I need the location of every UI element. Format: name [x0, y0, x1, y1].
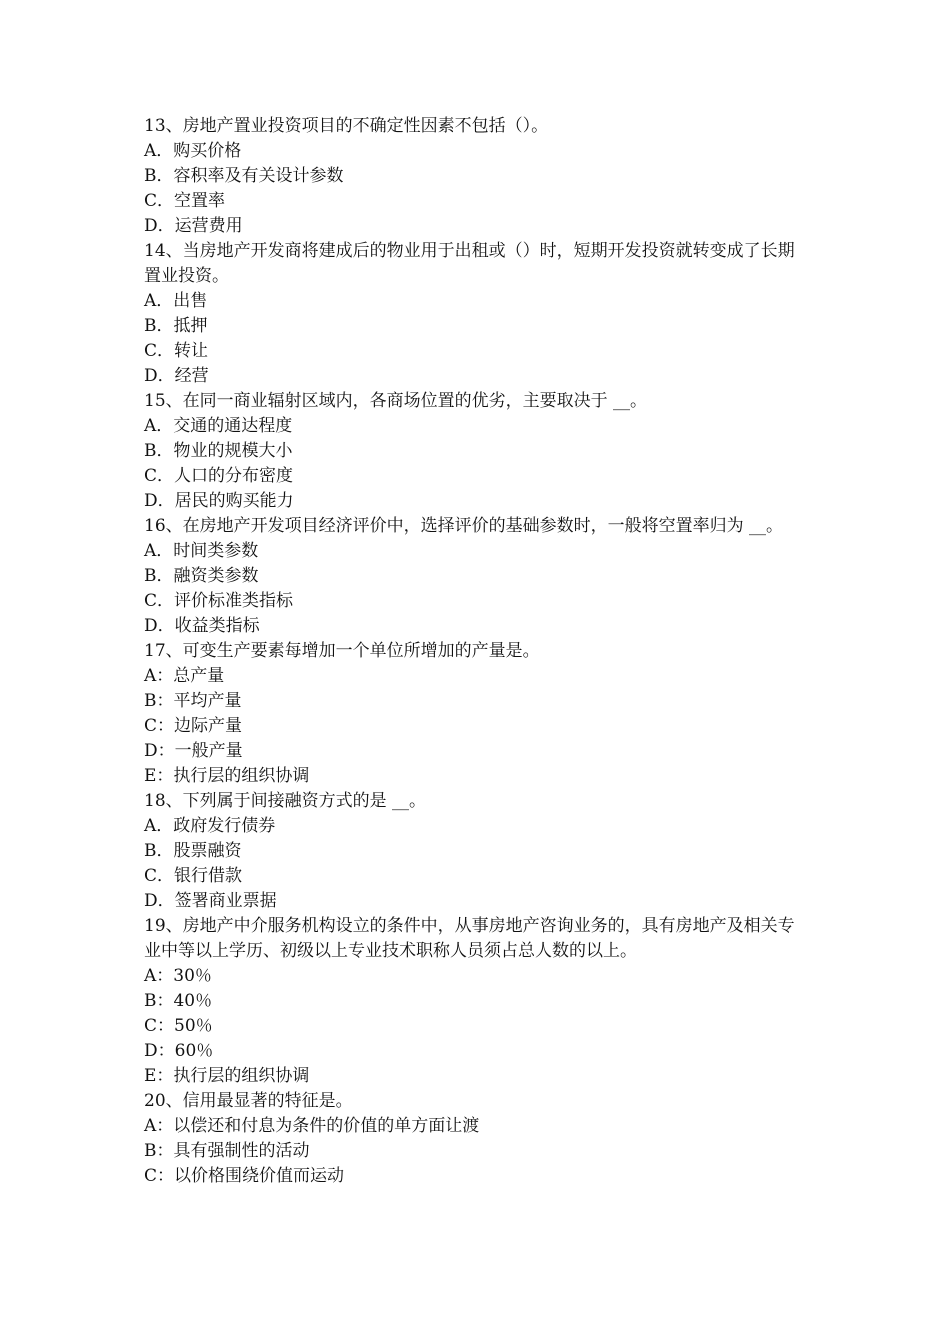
question-18 — [144, 789, 810, 914]
question-stem: 20、信用最显著的特征是。 — [144, 1091, 353, 1111]
option-d: D：60％ — [144, 1041, 214, 1061]
option-c: C．评价标准类指标 — [144, 591, 294, 611]
option-b: B：具有强制性的活动 — [144, 1141, 310, 1161]
question-15 — [144, 389, 810, 514]
option-a: A．时间类参数 — [144, 541, 259, 561]
option-b: B：平均产量 — [144, 691, 242, 711]
option-b: B．物业的规模大小 — [144, 441, 293, 461]
option-b: B：40％ — [144, 991, 213, 1011]
option-c: C．转让 — [144, 341, 209, 361]
question-13 — [144, 114, 810, 239]
option-d: D：一般产量 — [144, 741, 243, 761]
question-14 — [144, 239, 810, 389]
question-stem: 18、下列属于间接融资方式的是 __。 — [144, 791, 427, 811]
option-a: A．交通的通达程度 — [144, 416, 293, 436]
option-b: B．融资类参数 — [144, 566, 259, 586]
option-a: A：30％ — [144, 966, 212, 986]
option-c: C．人口的分布密度 — [144, 466, 294, 486]
question-stem: 15、在同一商业辐射区域内，各商场位置的优劣，主要取决于 __。 — [144, 391, 648, 411]
option-c: C：边际产量 — [144, 716, 243, 736]
option-a: A．购买价格 — [144, 141, 242, 161]
option-c: C．银行借款 — [144, 866, 243, 886]
option-a: A．出售 — [144, 291, 208, 311]
option-c: C：50％ — [144, 1016, 213, 1036]
option-b: B．股票融资 — [144, 841, 242, 861]
question-stem: 16、在房地产开发项目经济评价中，选择评价的基础参数时，一般将空置率归为 __。 — [144, 516, 784, 536]
option-d: D．运营费用 — [144, 216, 243, 236]
question-stem: 14、当房地产开发商将建成后的物业用于出租或（）时，短期开发投资就转变成了长期置业投资。 — [144, 241, 795, 286]
option-d: D．签署商业票据 — [144, 891, 277, 911]
option-e: E：执行层的组织协调 — [144, 766, 310, 786]
option-a: A．政府发行债券 — [144, 816, 276, 836]
option-e: E：执行层的组织协调 — [144, 1066, 310, 1086]
option-a: A：总产量 — [144, 666, 225, 686]
option-c: C．空置率 — [144, 191, 226, 211]
option-d: D．居民的购买能力 — [144, 491, 294, 511]
option-b: B．容积率及有关设计参数 — [144, 166, 344, 186]
option-c: C：以价格围绕价值而运动 — [144, 1166, 345, 1186]
option-a: A：以偿还和付息为条件的价值的单方面让渡 — [144, 1116, 480, 1136]
option-b: B．抵押 — [144, 316, 208, 336]
question-16 — [144, 514, 810, 639]
question-19 — [144, 914, 810, 1089]
question-stem: 13、房地产置业投资项目的不确定性因素不包括（）。 — [144, 116, 549, 136]
question-17 — [144, 639, 810, 789]
option-d: D．经营 — [144, 366, 209, 386]
question-20 — [144, 1089, 810, 1189]
question-stem: 17、可变生产要素每增加一个单位所增加的产量是。 — [144, 641, 540, 661]
option-d: D．收益类指标 — [144, 616, 260, 636]
document-page — [144, 114, 810, 1189]
question-stem: 19、房地产中介服务机构设立的条件中，从事房地产咨询业务的，具有房地产及相关专业中等以上学历、初级以上专业技术职称人员须占总人数的以上。 — [144, 916, 795, 961]
